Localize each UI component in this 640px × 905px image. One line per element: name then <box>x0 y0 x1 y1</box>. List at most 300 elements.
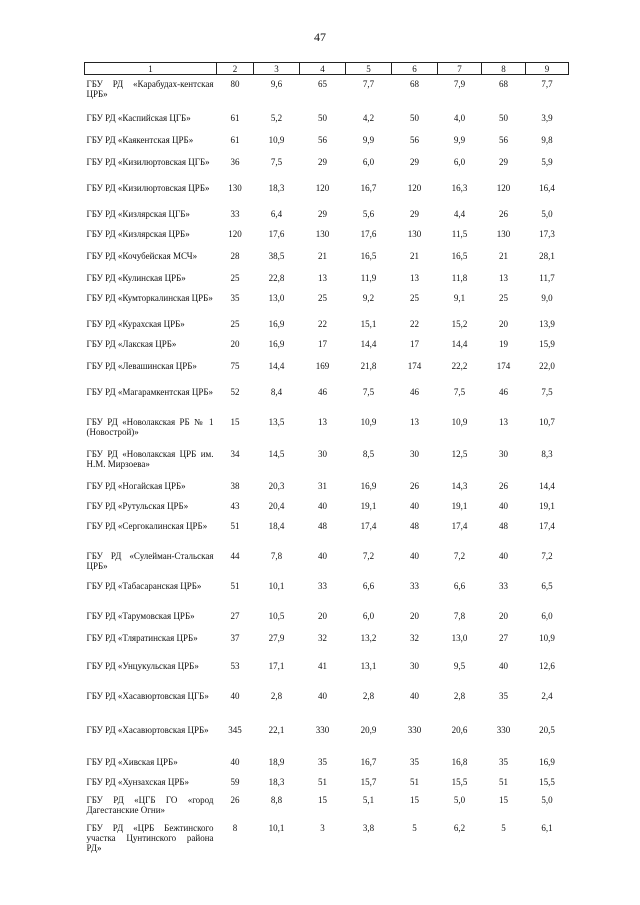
value-cell-col-8: 33 <box>499 580 508 591</box>
table-row <box>85 629 569 657</box>
table-row <box>85 477 569 497</box>
value-cell-col-3: 17,1 <box>268 660 285 671</box>
value-cell-col-6: 174 <box>407 360 422 371</box>
table-row <box>85 205 569 225</box>
table-row <box>85 753 569 773</box>
value-cell-col-2: 28 <box>230 250 240 261</box>
value-cell-col-8: 25 <box>499 292 508 303</box>
table-body <box>85 75 569 867</box>
value-cell-col-7: 16,3 <box>451 182 468 193</box>
table-row <box>85 75 569 109</box>
value-cell-col-6: 20 <box>410 610 419 621</box>
table-row <box>85 413 569 445</box>
value-cell-col-4: 17 <box>318 338 327 349</box>
value-cell-col-2: 37 <box>230 632 240 643</box>
value-cell-col-8: 26 <box>499 480 508 491</box>
table-row <box>85 773 569 791</box>
value-cell-col-2: 120 <box>228 228 242 239</box>
institution-name: ГБУ РД «Лакская ЦРБ» <box>86 338 177 349</box>
value-cell-col-7: 15,5 <box>451 776 468 787</box>
value-cell-col-3: 9,6 <box>270 79 283 89</box>
value-cell-col-3: 16,9 <box>268 318 285 329</box>
table-row <box>85 791 569 819</box>
table-header <box>85 63 569 75</box>
value-cell-col-7: 7,8 <box>453 610 466 621</box>
table-row <box>85 687 569 721</box>
value-cell-col-7: 7,5 <box>453 386 466 397</box>
value-cell-col-3: 10,1 <box>268 580 285 591</box>
value-cell-col-9: 15,5 <box>539 776 555 787</box>
table-row <box>85 357 569 383</box>
value-cell-col-7: 9,5 <box>453 660 466 671</box>
value-cell-col-6: 120 <box>407 182 422 193</box>
institution-name: ГБУ РД «Кизлярская ЦРБ» <box>86 228 190 239</box>
value-cell-col-9: 7,5 <box>541 386 553 397</box>
value-cell-col-8: 20 <box>499 318 508 329</box>
value-cell-col-5: 9,9 <box>362 134 375 145</box>
institution-name: ГБУ РД «Новолакская РБ № 1 (Новострой)» <box>86 416 214 437</box>
value-cell-col-6: 17 <box>410 338 419 349</box>
value-cell-col-4: 20 <box>318 610 327 621</box>
value-cell-col-2: 25 <box>230 318 240 329</box>
institution-name: ГБУ РД «ЦГБ ГО «город Дагестанские Огни» <box>86 794 214 815</box>
institution-name: ГБУ РД «Кумторкалинская ЦРБ» <box>86 292 213 303</box>
institution-name: ГБУ РД «Хунзахская ЦРБ» <box>86 776 189 787</box>
value-cell-col-8: 5 <box>501 822 506 833</box>
column-header-7: 7 <box>438 63 482 75</box>
value-cell-col-4: 51 <box>318 776 327 787</box>
value-cell-col-8: 40 <box>499 500 508 511</box>
value-cell-col-3: 10,9 <box>268 134 285 145</box>
value-cell-col-9: 12,6 <box>539 660 555 671</box>
value-cell-col-6: 330 <box>407 724 422 735</box>
institution-name: ГБУ РД «Карабудах-кентская ЦРБ» <box>86 79 214 99</box>
value-cell-col-7: 5,0 <box>453 794 466 805</box>
table-row <box>85 819 569 867</box>
table-row <box>85 547 569 577</box>
value-cell-col-8: 40 <box>499 660 508 671</box>
value-cell-col-6: 30 <box>410 660 419 671</box>
value-cell-col-9: 19,1 <box>539 500 555 511</box>
value-cell-col-6: 21 <box>410 250 419 261</box>
value-cell-col-2: 40 <box>230 690 240 701</box>
value-cell-col-7: 11,8 <box>451 272 468 283</box>
value-cell-col-6: 51 <box>410 776 419 787</box>
value-cell-col-9: 5,9 <box>541 156 553 167</box>
value-cell-col-5: 8,5 <box>362 448 375 459</box>
value-cell-col-9: 10,7 <box>539 416 555 427</box>
institution-name: ГБУ РД «Каякентская ЦРБ» <box>86 134 194 145</box>
value-cell-col-5: 5,1 <box>362 794 375 805</box>
value-cell-col-5: 16,7 <box>360 756 377 767</box>
column-header-6: 6 <box>392 63 438 75</box>
value-cell-col-3: 38,5 <box>268 250 285 261</box>
value-cell-col-8: 120 <box>496 182 511 193</box>
value-cell-col-9: 5,0 <box>541 794 553 805</box>
value-cell-col-4: 33 <box>318 580 327 591</box>
value-cell-col-9: 20,5 <box>539 724 555 735</box>
value-cell-col-3: 14,5 <box>268 448 285 459</box>
value-cell-col-5: 20,9 <box>360 724 377 735</box>
table-row <box>85 153 569 179</box>
institution-name: ГБУ РД «ЦРБ Бежтинского участка Цунтинского района РД» <box>86 822 214 853</box>
value-cell-col-9: 10,9 <box>539 632 555 643</box>
value-cell-col-7: 2,8 <box>453 690 466 701</box>
value-cell-col-2: 20 <box>230 338 240 349</box>
value-cell-col-9: 14,4 <box>539 480 555 491</box>
value-cell-col-8: 40 <box>499 550 508 561</box>
value-cell-col-8: 35 <box>499 690 508 701</box>
value-cell-col-3: 17,6 <box>268 228 285 239</box>
value-cell-col-3: 13,0 <box>268 292 285 303</box>
value-cell-col-8: 330 <box>496 724 511 735</box>
header-row <box>85 63 569 75</box>
value-cell-col-8: 51 <box>499 776 508 787</box>
value-cell-col-6: 50 <box>410 112 419 123</box>
value-cell-col-9: 6,0 <box>541 610 553 621</box>
page-number: 47 <box>314 30 326 44</box>
value-cell-col-8: 50 <box>499 112 508 123</box>
value-cell-col-6: 68 <box>410 79 419 89</box>
value-cell-col-8: 130 <box>496 228 511 239</box>
value-cell-col-4: 32 <box>318 632 327 643</box>
institution-name: ГБУ РД «Хивская ЦРБ» <box>86 756 178 767</box>
column-header-4: 4 <box>300 63 346 75</box>
value-cell-col-6: 130 <box>407 228 422 239</box>
value-cell-col-5: 13,1 <box>360 660 377 671</box>
value-cell-col-4: 35 <box>318 756 327 767</box>
value-cell-col-7: 9,9 <box>453 134 466 145</box>
institution-name: ГБУ РД «Левашинская ЦРБ» <box>86 360 197 371</box>
value-cell-col-9: 7,7 <box>541 79 553 89</box>
institution-name: ГБУ РД «Тляратинская ЦРБ» <box>86 632 198 643</box>
value-cell-col-6: 13 <box>410 272 419 283</box>
value-cell-col-9: 11,7 <box>539 272 555 283</box>
value-cell-col-2: 51 <box>230 580 240 591</box>
value-cell-col-8: 27 <box>499 632 508 643</box>
value-cell-col-7: 11,5 <box>451 228 468 239</box>
value-cell-col-9: 6,5 <box>541 580 553 591</box>
value-cell-col-9: 3,9 <box>541 112 553 123</box>
value-cell-col-4: 56 <box>318 134 327 145</box>
value-cell-col-4: 21 <box>318 250 327 261</box>
value-cell-col-5: 7,7 <box>362 79 375 89</box>
value-cell-col-7: 16,5 <box>451 250 468 261</box>
table-row <box>85 131 569 153</box>
value-cell-col-6: 56 <box>410 134 419 145</box>
value-cell-col-9: 16,4 <box>539 182 555 193</box>
institution-name: ГБУ РД «Кизлярская ЦГБ» <box>86 208 190 219</box>
value-cell-col-7: 4,0 <box>453 112 466 123</box>
value-cell-col-5: 21,8 <box>360 360 377 371</box>
value-cell-col-8: 48 <box>499 520 508 531</box>
value-cell-col-6: 30 <box>410 448 419 459</box>
value-cell-col-2: 36 <box>230 156 240 167</box>
value-cell-col-6: 40 <box>410 690 419 701</box>
value-cell-col-5: 6,6 <box>362 580 375 591</box>
value-cell-col-5: 9,2 <box>362 292 375 303</box>
value-cell-col-9: 6,1 <box>541 822 553 833</box>
value-cell-col-3: 18,9 <box>268 756 285 767</box>
value-cell-col-3: 7,5 <box>270 156 283 167</box>
value-cell-col-5: 10,9 <box>360 416 377 427</box>
value-cell-col-7: 16,8 <box>451 756 468 767</box>
value-cell-col-3: 18,3 <box>268 182 285 193</box>
table-row <box>85 335 569 357</box>
institution-name: ГБУ РД «Рутульская ЦРБ» <box>86 500 189 511</box>
column-header-2: 2 <box>217 63 254 75</box>
value-cell-col-5: 6,0 <box>362 156 375 167</box>
value-cell-col-7: 7,9 <box>453 79 466 89</box>
value-cell-col-3: 8,4 <box>270 386 283 397</box>
value-cell-col-4: 22 <box>318 318 327 329</box>
value-cell-col-8: 21 <box>499 250 508 261</box>
value-cell-col-2: 52 <box>230 386 240 397</box>
value-cell-col-6: 22 <box>410 318 419 329</box>
value-cell-col-2: 26 <box>230 794 240 805</box>
statistics-table <box>84 62 569 867</box>
value-cell-col-2: 25 <box>230 272 240 283</box>
value-cell-col-9: 22,0 <box>539 360 555 371</box>
value-cell-col-3: 6,4 <box>270 208 283 219</box>
institution-name: ГБУ РД «Кочубейская МСЧ» <box>86 250 198 261</box>
value-cell-col-2: 8 <box>232 822 238 833</box>
value-cell-col-4: 13 <box>318 272 327 283</box>
value-cell-col-8: 68 <box>499 79 508 89</box>
value-cell-col-7: 14,4 <box>451 338 468 349</box>
value-cell-col-5: 17,4 <box>360 520 377 531</box>
value-cell-col-4: 15 <box>318 794 327 805</box>
value-cell-col-5: 16,5 <box>360 250 377 261</box>
institution-name: ГБУ РД «Унцукульская ЦРБ» <box>86 660 199 671</box>
value-cell-col-3: 18,3 <box>268 776 285 787</box>
value-cell-col-4: 41 <box>318 660 327 671</box>
value-cell-col-7: 10,9 <box>451 416 468 427</box>
value-cell-col-9: 15,9 <box>539 338 555 349</box>
value-cell-col-6: 40 <box>410 500 419 511</box>
value-cell-col-7: 7,2 <box>453 550 466 561</box>
value-cell-col-5: 7,2 <box>362 550 375 561</box>
table-row <box>85 269 569 289</box>
value-cell-col-5: 5,6 <box>362 208 375 219</box>
value-cell-col-8: 15 <box>499 794 508 805</box>
value-cell-col-2: 345 <box>228 724 242 735</box>
value-cell-col-2: 27 <box>230 610 240 621</box>
column-header-5: 5 <box>346 63 392 75</box>
value-cell-col-2: 43 <box>230 500 240 511</box>
value-cell-col-9: 8,3 <box>541 448 553 459</box>
value-cell-col-4: 40 <box>318 690 327 701</box>
value-cell-col-6: 48 <box>410 520 419 531</box>
value-cell-col-4: 48 <box>318 520 327 531</box>
value-cell-col-2: 40 <box>230 756 240 767</box>
value-cell-col-6: 26 <box>410 480 419 491</box>
value-cell-col-4: 120 <box>315 182 330 193</box>
value-cell-col-6: 46 <box>410 386 419 397</box>
institution-name: ГБУ РД «Ногайская ЦРБ» <box>86 480 186 491</box>
value-cell-col-9: 17,4 <box>539 520 555 531</box>
value-cell-col-2: 15 <box>230 416 240 427</box>
value-cell-col-2: 59 <box>230 776 240 787</box>
value-cell-col-8: 13 <box>499 416 508 427</box>
value-cell-col-5: 16,9 <box>360 480 377 491</box>
value-cell-col-4: 25 <box>318 292 327 303</box>
value-cell-col-6: 15 <box>410 794 419 805</box>
value-cell-col-8: 26 <box>499 208 508 219</box>
value-cell-col-2: 34 <box>230 448 240 459</box>
value-cell-col-3: 13,5 <box>268 416 285 427</box>
value-cell-col-4: 40 <box>318 500 327 511</box>
value-cell-col-8: 35 <box>499 756 508 767</box>
value-cell-col-5: 15,1 <box>360 318 377 329</box>
institution-name: ГБУ РД «Кизилюртовская ЦГБ» <box>86 156 210 167</box>
value-cell-col-2: 35 <box>230 292 240 303</box>
value-cell-col-7: 22,2 <box>451 360 468 371</box>
value-cell-col-9: 5,0 <box>541 208 553 219</box>
value-cell-col-3: 27,9 <box>268 632 285 643</box>
value-cell-col-4: 3 <box>320 822 325 833</box>
value-cell-col-7: 20,6 <box>451 724 468 735</box>
value-cell-col-3: 18,4 <box>268 520 285 531</box>
value-cell-col-8: 56 <box>499 134 508 145</box>
value-cell-col-9: 13,9 <box>539 318 555 329</box>
value-cell-col-3: 20,4 <box>268 500 285 511</box>
institution-name: ГБУ РД «Тарумовская ЦРБ» <box>86 610 195 621</box>
institution-name: ГБУ РД «Хасавюртовская ЦГБ» <box>86 690 209 701</box>
value-cell-col-9: 9,8 <box>541 134 553 145</box>
value-cell-col-9: 7,2 <box>541 550 553 561</box>
value-cell-col-5: 19,1 <box>360 500 377 511</box>
value-cell-col-7: 17,4 <box>451 520 468 531</box>
value-cell-col-3: 10,1 <box>268 822 285 833</box>
table-row <box>85 445 569 477</box>
table-row <box>85 657 569 687</box>
value-cell-col-5: 16,7 <box>360 182 377 193</box>
value-cell-col-4: 29 <box>318 208 327 219</box>
value-cell-col-5: 14,4 <box>360 338 377 349</box>
value-cell-col-5: 17,6 <box>360 228 377 239</box>
value-cell-col-2: 80 <box>230 79 240 89</box>
value-cell-col-5: 15,7 <box>360 776 377 787</box>
value-cell-col-4: 330 <box>315 724 330 735</box>
value-cell-col-7: 13,0 <box>451 632 468 643</box>
value-cell-col-8: 30 <box>499 448 508 459</box>
table-row <box>85 721 569 753</box>
value-cell-col-6: 25 <box>410 292 419 303</box>
value-cell-col-3: 16,9 <box>268 338 285 349</box>
institution-name: ГБУ РД «Сергокалинская ЦРБ» <box>86 520 208 531</box>
value-cell-col-2: 33 <box>230 208 240 219</box>
value-cell-col-2: 130 <box>228 182 242 193</box>
value-cell-col-2: 75 <box>230 360 240 371</box>
value-cell-col-6: 29 <box>410 208 419 219</box>
value-cell-col-3: 22,1 <box>268 724 285 735</box>
column-header-8: 8 <box>482 63 526 75</box>
value-cell-col-3: 22,8 <box>268 272 285 283</box>
value-cell-col-8: 29 <box>499 156 508 167</box>
value-cell-col-5: 4,2 <box>362 112 375 123</box>
value-cell-col-4: 46 <box>318 386 327 397</box>
value-cell-col-5: 11,9 <box>360 272 377 283</box>
institution-name: ГБУ РД «Кулинская ЦРБ» <box>86 272 186 283</box>
value-cell-col-4: 169 <box>315 360 330 371</box>
value-cell-col-9: 16,9 <box>539 756 555 767</box>
value-cell-col-7: 6,6 <box>453 580 466 591</box>
value-cell-col-2: 51 <box>230 520 240 531</box>
value-cell-col-7: 12,5 <box>451 448 468 459</box>
value-cell-col-3: 8,8 <box>270 794 283 805</box>
table-row <box>85 225 569 247</box>
institution-name: ГБУ РД «Каспийская ЦГБ» <box>86 112 191 123</box>
value-cell-col-7: 14,3 <box>451 480 468 491</box>
value-cell-col-4: 13 <box>318 416 327 427</box>
institution-name: ГБУ РД «Кизилюртовская ЦРБ» <box>86 182 210 193</box>
value-cell-col-8: 20 <box>499 610 508 621</box>
institution-name: ГБУ РД «Курахская ЦРБ» <box>86 318 185 329</box>
value-cell-col-7: 6,0 <box>453 156 466 167</box>
value-cell-col-3: 14,4 <box>268 360 285 371</box>
value-cell-col-5: 13,2 <box>360 632 377 643</box>
table-row <box>85 577 569 607</box>
value-cell-col-6: 33 <box>410 580 419 591</box>
value-cell-col-5: 7,5 <box>362 386 375 397</box>
value-cell-col-4: 29 <box>318 156 327 167</box>
value-cell-col-6: 32 <box>410 632 419 643</box>
value-cell-col-6: 13 <box>410 416 419 427</box>
value-cell-col-8: 174 <box>496 360 511 371</box>
value-cell-col-7: 19,1 <box>451 500 468 511</box>
value-cell-col-2: 61 <box>230 134 240 145</box>
value-cell-col-4: 30 <box>318 448 327 459</box>
table-row <box>85 383 569 413</box>
value-cell-col-5: 6,0 <box>362 610 375 621</box>
value-cell-col-4: 40 <box>318 550 327 561</box>
value-cell-col-4: 130 <box>315 228 330 239</box>
value-cell-col-3: 10,5 <box>268 610 285 621</box>
table-row <box>85 247 569 269</box>
value-cell-col-2: 38 <box>230 480 240 491</box>
value-cell-col-4: 50 <box>318 112 327 123</box>
institution-name: ГБУ РД «Магарамкентская ЦРБ» <box>86 386 214 397</box>
institution-name: ГБУ РД «Табасаранская ЦРБ» <box>86 580 202 591</box>
table-row <box>85 179 569 205</box>
value-cell-col-6: 5 <box>412 822 417 833</box>
value-cell-col-2: 61 <box>230 112 240 123</box>
value-cell-col-7: 4,4 <box>453 208 466 219</box>
value-cell-col-7: 15,2 <box>451 318 468 329</box>
table-row <box>85 109 569 131</box>
value-cell-col-2: 53 <box>230 660 240 671</box>
value-cell-col-2: 44 <box>230 550 240 561</box>
table-row <box>85 497 569 517</box>
column-header-1: 1 <box>85 63 217 75</box>
value-cell-col-5: 2,8 <box>362 690 375 701</box>
value-cell-col-5: 3,8 <box>362 822 375 833</box>
institution-name: ГБУ РД «Хасавюртовская ЦРБ» <box>86 724 209 735</box>
table-row <box>85 517 569 547</box>
value-cell-col-6: 29 <box>410 156 419 167</box>
value-cell-col-4: 31 <box>318 480 327 491</box>
value-cell-col-7: 9,1 <box>453 292 466 303</box>
value-cell-col-9: 9,0 <box>541 292 553 303</box>
value-cell-col-6: 40 <box>410 550 419 561</box>
value-cell-col-3: 2,8 <box>270 690 283 701</box>
institution-name: ГБУ РД «Сулейман-Стальская ЦРБ» <box>86 550 214 571</box>
value-cell-col-9: 2,4 <box>541 690 553 701</box>
column-header-3: 3 <box>254 63 300 75</box>
value-cell-col-8: 13 <box>499 272 508 283</box>
value-cell-col-9: 17,3 <box>539 228 555 239</box>
